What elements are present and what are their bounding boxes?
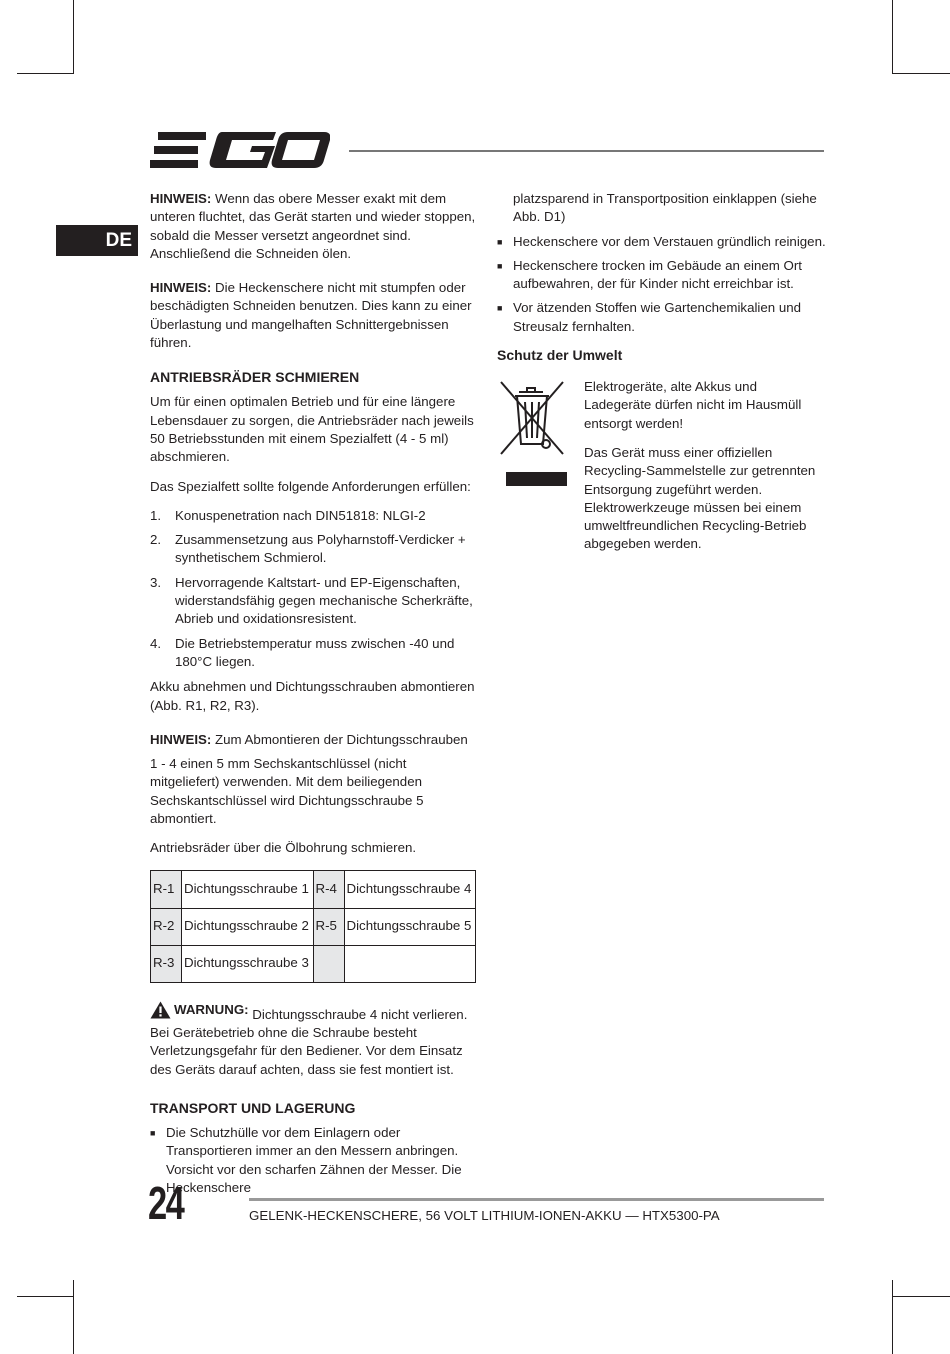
list-item (150, 1124, 478, 1197)
list-text: Konuspenetration nach DIN51818: NLGI-2 (175, 507, 426, 523)
crop-mark (892, 0, 893, 74)
left-column (150, 190, 478, 1205)
parts-table (150, 870, 476, 983)
right-column (497, 190, 827, 565)
table-row (151, 870, 476, 908)
crop-mark (892, 73, 950, 74)
note-label: HINWEIS: (150, 731, 212, 747)
bullet-icon: ■ (497, 303, 503, 314)
list-text: Heckenschere trocken im Gebäude an einem Ort aufbewahren, der für Kinder nicht erreichbar ist. (513, 257, 802, 292)
note-text: Die Heckenschere nicht mit stumpfen oder beschädigten Schneiden benutzen. Dies kann zu einer Überlastung und mangelhaften Schnittergebnissen führen. (150, 280, 472, 351)
warning-icon (150, 1001, 171, 1019)
list-text: Die Schutzhülle vor dem Einlagern oder Transportieren immer an den Messern anbringen. Vorsicht vor den scharfen Zähnen der Messer. Die Heckenschere (166, 1124, 462, 1195)
table-cell: R-3 (151, 945, 182, 982)
crop-mark (17, 1296, 74, 1297)
table-cell: R-2 (151, 908, 182, 945)
crop-mark (892, 1296, 950, 1297)
paragraph: Um für einen optimalen Betrieb und für eine längere Lebensdauer zu sorgen, die Antriebsräder nach jeweils 50 Betriebsstunden mit einem Spezialfett (4 - 5 ml) abschmieren. (150, 394, 474, 465)
language-tab: DE (56, 225, 138, 256)
list-item (497, 190, 827, 227)
table-row (151, 908, 476, 945)
note-paragraph (150, 279, 478, 352)
list-number: 4. (150, 635, 162, 651)
note-label: HINWEIS: (150, 280, 212, 296)
paragraph: Das Spezialfett sollte folgende Anforderungen erfüllen: (150, 478, 471, 494)
table-cell: R-4 (313, 870, 344, 908)
weee-bin-icon (497, 378, 567, 488)
list-text: Vor ätzenden Stoffen wie Gartenchemikalien und Streusalz fernhalten. (513, 300, 802, 334)
list-text: Zusammensetzung aus Polyharnstoff-Verdicker + synthetischem Schmierol. (175, 532, 466, 566)
table-cell: R-5 (313, 908, 344, 945)
bullet-icon: ■ (497, 236, 503, 247)
table-row (151, 945, 476, 982)
crop-mark (73, 1280, 74, 1354)
section-heading: TRANSPORT UND LAGERUNG (150, 1099, 356, 1116)
paragraph: Akku abnehmen und Dichtungsschrauben abmontieren (Abb. R1, R2, R3). (150, 679, 475, 713)
warning-text: Dichtungsschraube 4 nicht verlieren. Bei Gerätebetrieb ohne die Schraube besteht Verletzungsgefahr für den Bediener. Vor dem Einsatz des Geräts darauf achten, dass sie fest montiert ist. (150, 1006, 468, 1077)
footer-rule (249, 1198, 824, 1201)
ego-logo (150, 130, 330, 170)
list-text: Die Betriebstemperatur muss zwischen -40 und 180°C liegen. (175, 635, 455, 669)
table-cell (313, 945, 344, 982)
bullet-list (150, 1124, 478, 1197)
table-cell (344, 945, 476, 982)
paragraph: 1 - 4 einen 5 mm Sechskantschlüssel (nicht mitgeliefert) verwenden. Mit dem beiliegenden Sechskantschlüssel wird Dichtungsschraube 5 abmontiert. (150, 756, 424, 827)
warning-label: WARNUNG: (174, 1001, 249, 1017)
table-cell: Dichtungsschraube 4 (344, 870, 476, 908)
warning-paragraph (150, 1001, 478, 1079)
table-cell: Dichtungsschraube 3 (182, 945, 314, 982)
environment-text (584, 378, 827, 554)
section-heading: ANTRIEBSRÄDER SCHMIEREN (150, 369, 360, 386)
list-number: 1. (150, 507, 162, 523)
table-cell: Dichtungsschraube 1 (182, 870, 314, 908)
note-paragraph (150, 731, 478, 749)
list-item (150, 574, 478, 629)
list-text: Hervorragende Kaltstart- und EP-Eigenschaften, widerstandsfähig gegen mechanische Scherkräfte, Abrieb und oxidationsresistent. (175, 574, 473, 627)
list-item (497, 233, 827, 251)
crop-mark (17, 73, 74, 74)
paragraph: Das Gerät muss einer offiziellen Recycling-Sammelstelle zur getrennten Entsorgung zugeführt werden. Elektrowerkzeuge müssen bei einem umweltfreundlichen Recycling-Betrieb abgegeben werden. (584, 444, 816, 552)
bullet-icon: ■ (497, 260, 503, 271)
note-paragraph (150, 190, 478, 263)
table-cell: Dichtungsschraube 5 (344, 908, 476, 945)
list-item (150, 635, 478, 672)
list-number: 2. (150, 532, 162, 548)
requirements-list (150, 507, 478, 671)
header-rule (349, 150, 824, 152)
bullet-list (497, 190, 827, 336)
page-number: 24 (148, 1177, 184, 1229)
list-item (150, 531, 478, 568)
footer-title: GELENK-HECKENSCHERE, 56 VOLT LITHIUM-IONEN-AKKU — HTX5300-PA (249, 1208, 720, 1223)
table-cell: Dichtungsschraube 2 (182, 908, 314, 945)
environment-block (497, 378, 827, 554)
list-number: 3. (150, 574, 162, 590)
list-item (497, 257, 827, 294)
note-label: HINWEIS: (150, 191, 212, 206)
list-item (150, 507, 478, 525)
section-heading: Schutz der Umwelt (497, 347, 623, 364)
bullet-icon: ■ (150, 1127, 156, 1138)
list-text: platzsparend in Transportposition einklappen (siehe Abb. D1) (513, 191, 817, 225)
crop-mark (892, 1280, 893, 1354)
paragraph: Elektrogeräte, alte Akkus und Ladegeräte dürfen nicht im Hausmüll entsorgt werden! (584, 379, 802, 431)
paragraph: Antriebsräder über die Ölbohrung schmieren. (150, 840, 417, 856)
list-text: Heckenschere vor dem Verstauen gründlich reinigen. (513, 233, 826, 249)
warning-head (150, 1001, 249, 1019)
crop-mark (73, 0, 74, 74)
table-cell: R-1 (151, 870, 182, 908)
list-item (497, 299, 827, 336)
note-text: Wenn das obere Messer exakt mit dem unteren fluchtet, das Gerät starten und wieder stoppen, sobald die Messer versetzt angeordnet sind. Anschließend die Schneiden ölen. (150, 191, 476, 261)
note-text: Zum Abmontieren der Dichtungsschrauben (211, 731, 468, 747)
